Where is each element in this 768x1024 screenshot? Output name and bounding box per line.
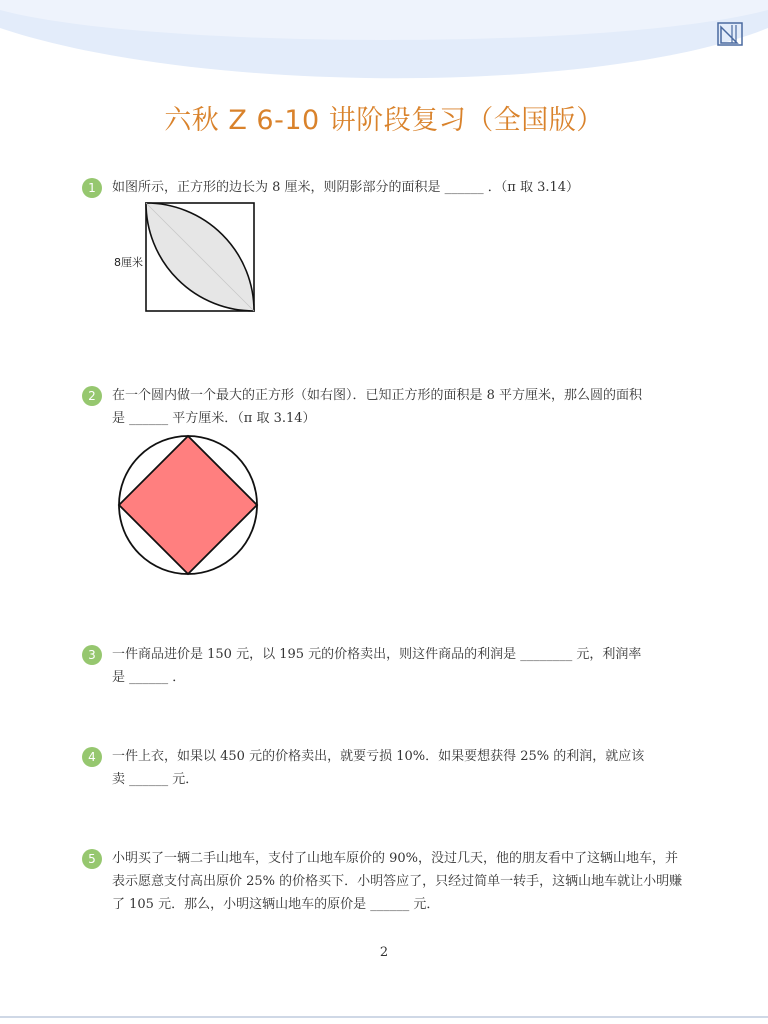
header-band [0, 0, 768, 85]
figure-square-leaf [112, 200, 262, 315]
question-number-badge: 5 [82, 849, 102, 869]
question-5 [82, 847, 692, 916]
question-text: 一件商品进价是 150 元，以 195 元的价格卖出，则这件商品的利润是 ________ 元，利润率 是 ______ ． [112, 647, 642, 685]
question-number-badge: 3 [82, 645, 102, 665]
question-number-badge: 4 [82, 747, 102, 767]
question-number-badge: 1 [82, 178, 102, 198]
question-text: 在一个圆内做一个最大的正方形（如右图）．已知正方形的面积是 8 平方厘米，那么圆的面积 是 ______ 平方厘米．（π 取 3.14） [112, 388, 643, 426]
question-text: 如图所示，正方形的边长为 8 厘米，则阴影部分的面积是 ______ ．（π 取 3.14） [112, 180, 580, 195]
question-text: 小明买了一辆二手山地车，支付了山地车原价的 90%，没过几天，他的朋友看中了这辆山地车，并 表示愿意支付高出原价 25% 的价格买下．小明答应了，只经过简单一转手，这辆山地车就让小明赚 了 105 元．那么，小明这辆山地车的原价是 ______ 元． [112, 851, 683, 912]
question-1 [82, 176, 692, 199]
question-number-badge: 2 [82, 386, 102, 406]
figure-circle-square [115, 432, 263, 580]
question-2 [82, 384, 692, 430]
question-text: 一件上衣，如果以 450 元的价格卖出，就要亏损 10%．如果要想获得 25% 的利润，就应该 卖 ______ 元． [112, 749, 645, 787]
page-number: 2 [379, 945, 389, 960]
side-length-label: 8厘米 [114, 256, 143, 269]
question-4 [82, 745, 692, 791]
bottom-divider [0, 1016, 768, 1018]
ruler-triangle-icon [716, 20, 744, 48]
question-3 [82, 643, 692, 689]
page-title: 六秋 Z 6-10 讲阶段复习（全国版） [164, 105, 604, 136]
